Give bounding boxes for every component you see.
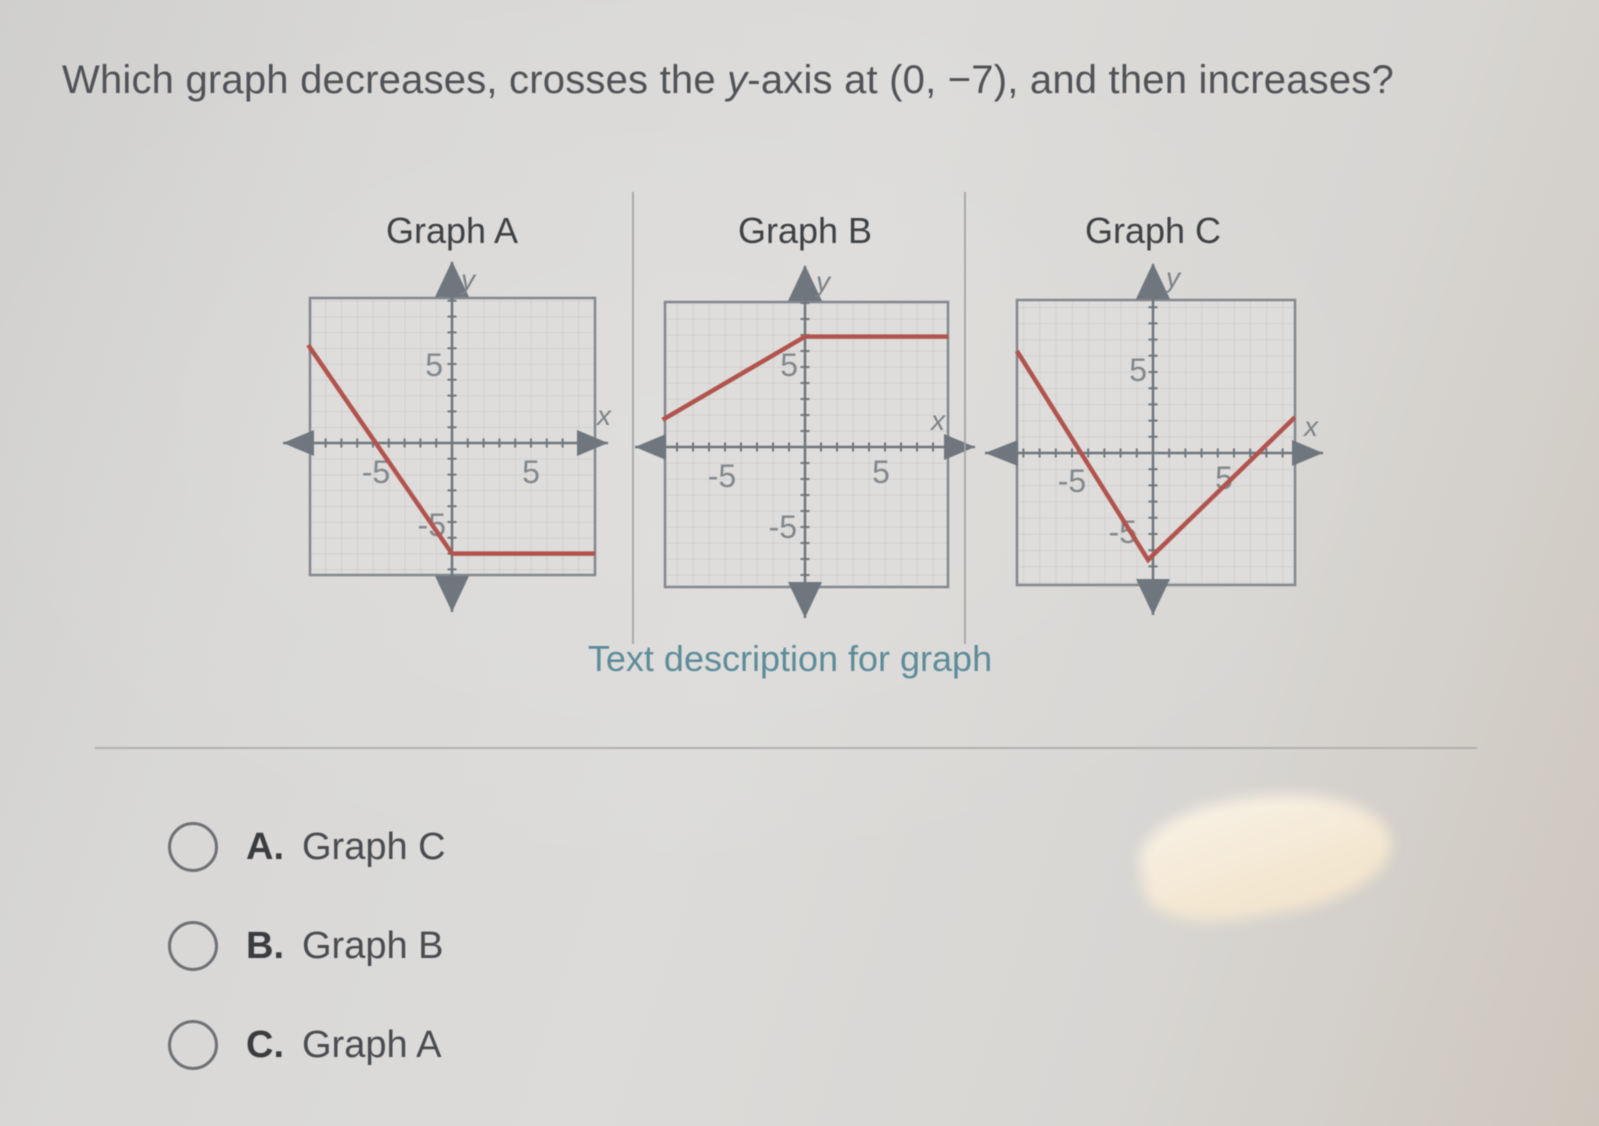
- x-axis-left-arrow-icon: [635, 434, 666, 460]
- question-variable: y: [727, 58, 748, 102]
- question-text: [62, 58, 1542, 103]
- y-axis-name: y: [816, 266, 830, 297]
- option-label: Graph A: [302, 1023, 442, 1066]
- y-tick-label-neg5: -5: [768, 509, 797, 545]
- x-tick-label-neg5: -5: [1057, 463, 1087, 499]
- question-part1: Which graph decreases, crosses the: [62, 58, 728, 102]
- y-tick-label-neg5: -5: [1108, 514, 1137, 550]
- x-tick-label-neg5: -5: [361, 454, 391, 490]
- option-letter: B.: [246, 924, 284, 967]
- question-part2: -axis at (0, −7), and then increases?: [747, 58, 1394, 102]
- x-tick-label-5: 5: [522, 454, 540, 490]
- graph-a-title: Graph A: [385, 210, 519, 251]
- x-axis-left-arrow-icon: [985, 440, 1018, 466]
- y-tick-label-5: 5: [425, 347, 443, 383]
- y-tick-label-5: 5: [1129, 352, 1147, 388]
- x-axis-right-arrow-icon: [1292, 440, 1323, 466]
- y-axis-name: y: [461, 264, 475, 295]
- text-description-link[interactable]: Text description for graph: [587, 638, 993, 679]
- y-axis-name: y: [1166, 262, 1180, 293]
- graph-c-plot: [978, 255, 1328, 625]
- radio-button-c[interactable]: [168, 1020, 218, 1070]
- section-divider: [95, 747, 1477, 749]
- x-axis-name: x: [597, 400, 611, 431]
- option-row-b[interactable]: [168, 920, 444, 972]
- graph-c-title: Graph C: [1084, 210, 1222, 251]
- x-tick-label-neg5: -5: [707, 458, 737, 494]
- option-label: Graph B: [302, 924, 444, 967]
- screen-glare: [1132, 777, 1399, 933]
- x-axis-name: x: [931, 405, 945, 436]
- grid: [1017, 300, 1295, 585]
- panel-divider: [632, 192, 634, 644]
- y-axis-up-arrow-icon: [1136, 263, 1170, 299]
- x-axis-name: x: [1304, 411, 1318, 442]
- radio-button-a[interactable]: [168, 822, 218, 872]
- y-axis-down-arrow-icon: [1136, 579, 1170, 615]
- panel-divider: [964, 192, 966, 644]
- option-row-c[interactable]: [168, 1019, 441, 1071]
- x-axis-left-arrow-icon: [283, 430, 314, 456]
- option-label: Graph C: [302, 825, 446, 868]
- x-tick-label-5: 5: [1215, 460, 1233, 496]
- option-letter: A.: [246, 825, 284, 868]
- x-axis-right-arrow-icon: [944, 434, 975, 460]
- y-axis-down-arrow-icon: [435, 576, 469, 612]
- option-row-a[interactable]: [168, 821, 446, 873]
- graph-b-plot: [628, 255, 978, 625]
- graph-a-plot: [268, 255, 618, 625]
- grid: [665, 302, 948, 587]
- x-tick-label-5: 5: [872, 454, 890, 490]
- y-tick-label-5: 5: [780, 347, 798, 383]
- graph-b-title: Graph B: [737, 210, 873, 251]
- radio-button-b[interactable]: [168, 921, 218, 971]
- option-letter: C.: [246, 1023, 284, 1066]
- y-axis-down-arrow-icon: [788, 582, 822, 618]
- y-tick-label-neg5: -5: [417, 507, 446, 543]
